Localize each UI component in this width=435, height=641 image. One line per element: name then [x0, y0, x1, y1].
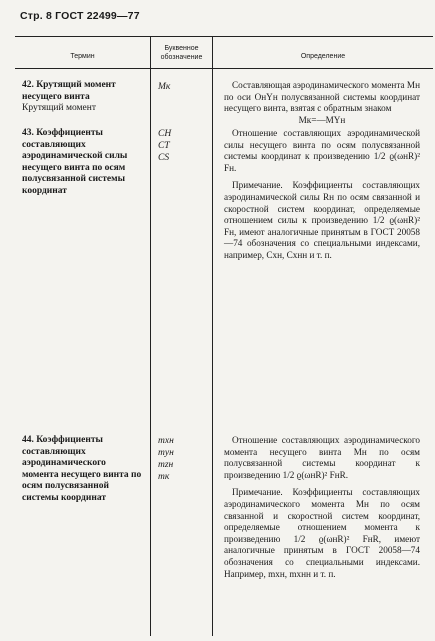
- table-top-rule: [15, 36, 433, 37]
- symbol: CН: [158, 129, 172, 139]
- column-divider-1: [150, 36, 151, 636]
- column-divider-2: [212, 36, 213, 636]
- symbols-42: [158, 81, 198, 93]
- definition-text: Составляющая аэродинамического момента Мн по оси ОнYн полусвязанной системы координат несущего винта, взятая с обратным знаком: [224, 80, 420, 114]
- symbol: CT: [158, 141, 170, 151]
- table-header-rule: [15, 68, 433, 69]
- definition-formula: Мк=—МYн: [298, 114, 346, 125]
- term-42-synonym: Крутящий момент: [22, 103, 97, 113]
- column-header-symbol: Буквенное обозначение: [160, 45, 203, 61]
- symbol: Mк: [158, 82, 171, 92]
- definition-text: Отношение составляющих аэродинамической силы несущего винта по осям полусвязанной системы координат к произведению 1/2 ϱ(ωнR)² Fн.: [224, 128, 420, 173]
- term-44: 44. Коэффициенты составляющих аэродинамического момента несущего винта по осям полусвязанной системы координат: [22, 435, 142, 503]
- definition-42: [224, 80, 420, 126]
- symbol: myн: [158, 448, 174, 458]
- definition-text: Отношение составляющих аэродинамического момента несущего винта Мн по осям полусвязанной системы координат к произведению 1/2 ϱ(ωнR)² FнR.: [224, 435, 420, 480]
- page-title: Стр. 8 ГОСТ 22499—77: [20, 10, 140, 22]
- column-header-definition: Определение: [300, 53, 346, 60]
- term-43: 43. Коэффициенты составляющих аэродинамической силы несущего винта по осям полусвязанной системы координат: [22, 128, 128, 196]
- term-42: [22, 80, 142, 115]
- symbol: mк: [158, 472, 170, 482]
- symbols-44: [158, 435, 198, 483]
- column-header-term: Термин: [70, 53, 95, 60]
- symbol: mzн: [158, 460, 174, 470]
- definition-44: [224, 435, 420, 580]
- symbol: CS: [158, 153, 170, 163]
- term-42-text: 42. Крутящий момент несущего винта: [22, 80, 116, 102]
- symbols-43: [158, 128, 198, 164]
- definition-note: Примечание. Коэффициенты составляющих аэродинамического момента Мн по осям связанной и скоростной систем координат, определяемые отношением момента к произведению 1/2 ϱ(ωнR)² FнR, имеют аналогичные принятым в ГОСТ 20058—74 обозначения со специальными индексами. Например, mxн, mxнн и т. п.: [224, 487, 420, 579]
- definition-43: [224, 128, 420, 262]
- definition-note: Примечание. Коэффициенты составляющих аэродинамической силы Rн по осям связанной и скоростной систем координат, определяемые отношением силы к произведению 1/2 ϱ(ωнR)² Fн, имеют аналогичные принятым в ГОСТ 20058—74 обозначения со специальными индексами, например, Cxн, Cxнн и т. п.: [224, 180, 420, 260]
- symbol: mxн: [158, 436, 174, 446]
